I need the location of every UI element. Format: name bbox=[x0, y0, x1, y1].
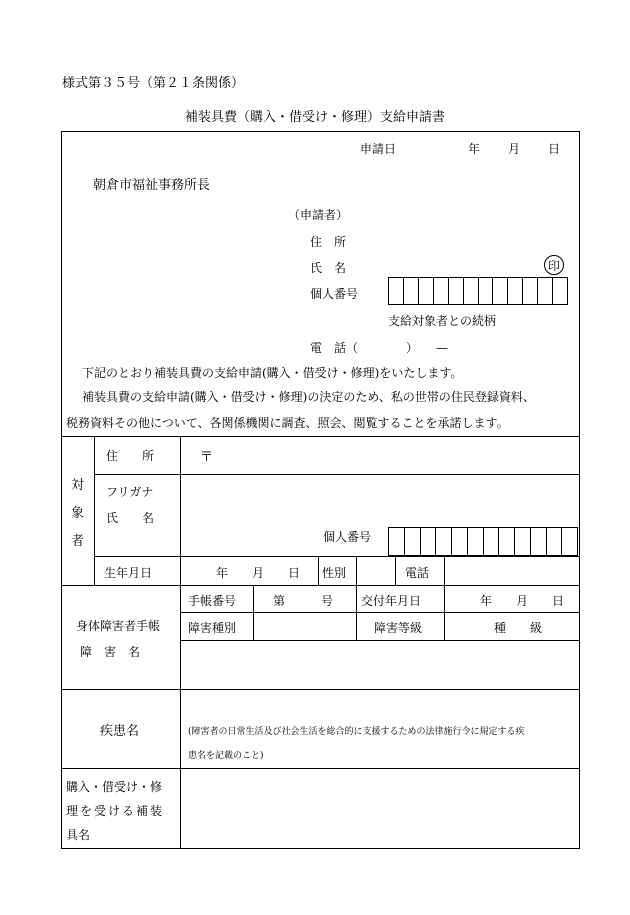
statement-line-2: 補装具費の支給申請(購入・借受け・修理)の決定のため、私の世帯の住民登録資料、 bbox=[82, 390, 535, 404]
rule bbox=[318, 556, 319, 585]
sex-label: 性別 bbox=[322, 566, 347, 580]
target-vertical-label bbox=[61, 472, 94, 556]
seal-mark: 印 bbox=[544, 255, 564, 275]
rule bbox=[180, 436, 181, 849]
application-date-label: 申請日 bbox=[360, 142, 397, 156]
rule bbox=[94, 436, 95, 585]
rule bbox=[444, 556, 445, 640]
disability-grade-label: 障害等級 bbox=[374, 621, 423, 635]
device-label-line-3: 具名 bbox=[66, 828, 91, 842]
target-label-char: 象 bbox=[70, 506, 84, 521]
disability-grade-value: 種 級 bbox=[494, 621, 543, 635]
device-label-line-2: 理を受ける補装 bbox=[66, 804, 165, 818]
rule bbox=[253, 585, 254, 640]
birthdate-label: 生年月日 bbox=[104, 566, 153, 580]
postal-mark: 〒 bbox=[200, 450, 214, 465]
disability-name-label: 障 害 名 bbox=[80, 645, 141, 659]
rule bbox=[180, 640, 580, 641]
rule bbox=[61, 689, 580, 690]
target-personal-number-label: 個人番号 bbox=[323, 530, 372, 544]
applicant-personal-number-cells[interactable] bbox=[388, 277, 568, 305]
application-day: 日 bbox=[548, 142, 561, 156]
issue-date-value: 年 月 日 bbox=[480, 594, 565, 608]
rule bbox=[356, 556, 357, 612]
rule bbox=[94, 474, 580, 475]
application-month: 月 bbox=[508, 142, 521, 156]
rule bbox=[61, 585, 580, 586]
relationship-label: 支給対象者との続柄 bbox=[388, 314, 497, 328]
handbook-number-label: 手帳番号 bbox=[188, 594, 237, 608]
disease-label: 疾患名 bbox=[100, 724, 140, 739]
statement-line-3: 税務資料その他について、各関係機関に調査、照会、閲覧することを承諾します。 bbox=[66, 416, 509, 430]
target-personal-number-cells[interactable] bbox=[388, 527, 578, 556]
disability-type-label: 障害種別 bbox=[188, 621, 237, 635]
rule bbox=[61, 768, 580, 769]
applicant-phone-label: 電 話（ ） — bbox=[310, 341, 449, 355]
addressee: 朝倉市福祉事務所長 bbox=[93, 178, 211, 193]
target-label-char: 対 bbox=[70, 478, 84, 493]
applicant-label: （申請者） bbox=[288, 208, 349, 222]
applicant-personal-number-label: 個人番号 bbox=[310, 287, 359, 301]
rule bbox=[61, 436, 580, 437]
furigana-label: フリガナ bbox=[106, 485, 154, 499]
statement-line-1: 下記のとおり補装具費の支給申請(購入・借受け・修理)をいたします。 bbox=[82, 366, 463, 380]
rule bbox=[356, 612, 357, 640]
disease-note-line-2: 患名を記載のこと) bbox=[188, 751, 264, 761]
form-title: 補装具費（購入・借受け・修理）支給申請書 bbox=[184, 110, 445, 125]
target-address-label: 住 所 bbox=[106, 449, 155, 463]
target-phone-label: 電話 bbox=[405, 566, 430, 580]
applicant-address-label: 住 所 bbox=[310, 235, 347, 249]
handbook-label: 身体障害者手帳 bbox=[76, 619, 161, 633]
disease-note-line-1: (障害者の日常生活及び社会生活を総合的に支援するための法律施行令に規定する疾 bbox=[188, 727, 525, 737]
target-label-char: 者 bbox=[70, 534, 84, 549]
device-label-line-1: 購入・借受け・修 bbox=[66, 780, 163, 794]
style-number: 様式第３５号（第２１条関係） bbox=[62, 76, 245, 91]
applicant-name-label: 氏 名 bbox=[310, 261, 347, 275]
rule bbox=[180, 612, 580, 613]
issue-date-label: 交付年月日 bbox=[361, 594, 422, 608]
rule bbox=[395, 556, 396, 585]
handbook-number-value: 第 号 bbox=[273, 594, 334, 608]
birthdate-value: 年 月 日 bbox=[216, 566, 301, 580]
application-year: 年 bbox=[468, 142, 481, 156]
rule bbox=[94, 556, 580, 557]
target-name-label: 氏 名 bbox=[106, 511, 155, 525]
